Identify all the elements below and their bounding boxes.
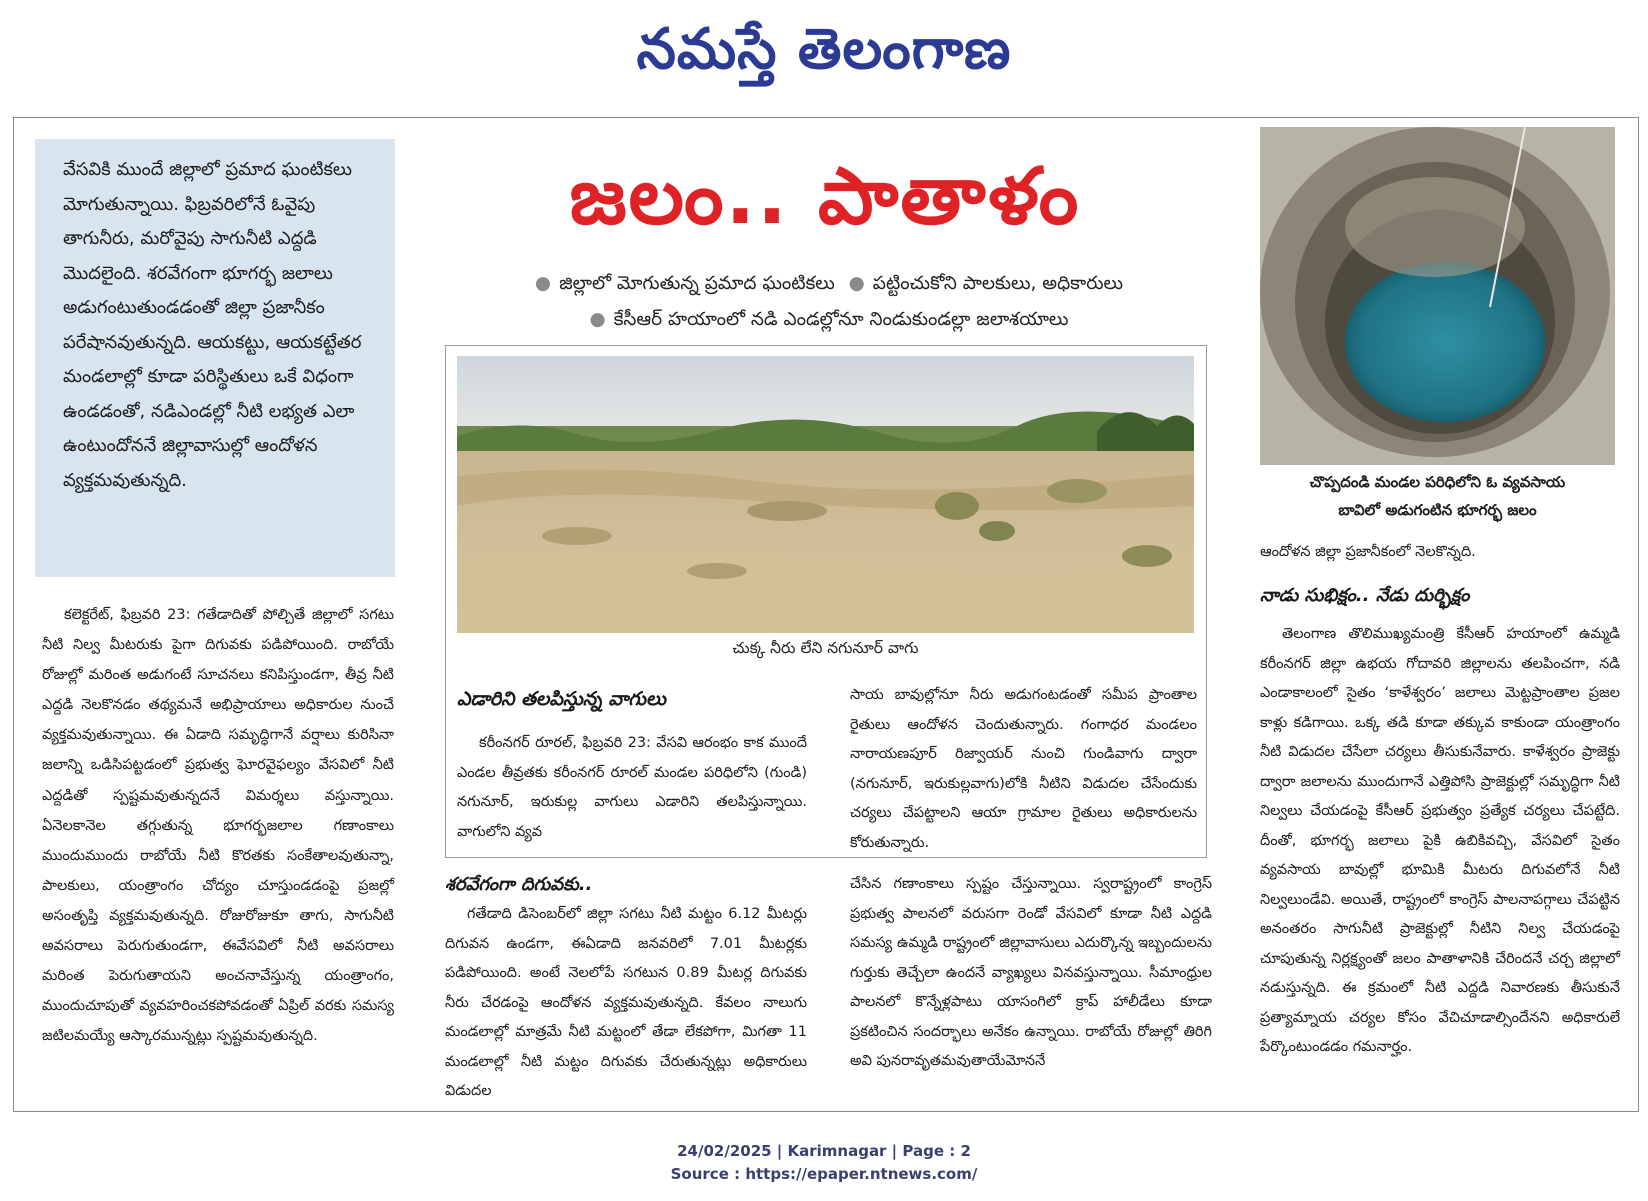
right-column [1260,620,1620,1063]
bottom-section-heading: శరవేగంగా దిగువకు.. [445,874,593,895]
center-photo-caption: చుక్క నీరు లేని నగునూర్ వాగు [732,639,919,657]
well-photo [1260,127,1615,465]
bottom-col-2 [850,870,1212,1077]
subheads [440,266,1210,338]
bottom-col-2-text: చేసిన గణాంకాలు స్పష్టం చేస్తున్నాయి. స్వరాష్ట్రంలో కాంగ్రెస్ ప్రభుత్వ పాలనలో వరుసగా రెండో వేసవిలో కూడా నీటి ఎద్దడి సమస్య ఉమ్మడి రాష్ట్రంలో జిల్లావాసులు ఎదుర్కొన్న ఇబ్బందులను గుర్తుకు తెచ్చేలా ఉందనే వ్యాఖ్యలు వినవస్తున్నాయి. సీమాంధ్రుల పాలనలో కొన్నేళ్లపాటు యాసంగిలో క్రాప్ హాలీడేలు కూడా ప్రకటించిన సందర్భాలు అనేకం ఉన్నాయి. రాబోయే రోజుల్లో తిరిగి అవి పునరావృతమవుతాయేమోననే [850,876,1212,1069]
subhead-2: కేసీఆర్ హయాంలో నడి ఎండల్లోనూ నిండుకుండల్లా జలాశయాలు [613,309,1069,330]
well-photo-caption [1260,468,1615,524]
right-column-text: తెలంగాణ తొలిముఖ్యమంత్రి కేసీఆర్ హయాంలో ఉమ్మడి కరీంనగర్ జిల్లా ఉభయ గోదావరి జిల్లాలను తలపించగా, నడి ఎండాకాలంలో సైతం ‘కాళేశ్వరం’ జలాలు మెట్టప్రాంతాల ప్రజల కాళ్లు కడిగాయి. ఒక్క తడి కూడా తక్కువ కాకుండా యంత్రాంగం నీటి విడుదల చేసేలా చర్యలు తీసుకునేవారు. కాళేశ్వరం ప్రాజెక్టు ద్వారా జలాలను ముందుగానే ఎత్తిపోసి ప్రాజెక్టుల్లో సమృద్ధిగా నీటి నిల్వలు చేయడంపై కేసీఆర్ ప్రభుత్వం ప్రత్యేక చర్యలు చేపట్టేది. దీంతో, భూగర్భ జలాలు పైకి ఉబికివచ్చి, వేసవిలో సైతం వ్యవసాయ బావుల్లో భూమికి మీటరు దిగువలోనే నీటి నిల్వలుండేవి. అయితే, రాష్ట్రంలో కాంగ్రెస్ పాలనాపగ్గాలు చేపట్టిన అనంతరం సాగునీటి ప్రాజెక్టుల్లో నీటిని నిల్వ చేయడంపై చూపుతున్న నిర్లక్ష్యంతో జలం పాతాళానికి చేరిందనే చర్చ జిల్లాలో నడుస్తున్నది. ఈ క్రమంలో నీటి ఎద్దడి నివారణకు తీసుకునే ప్రత్యామ్నాయ చర్యల కోసం వేచిచూడాల్సిందేనని అధికారులే పేర్కొంటుండడం గమనార్హం. [1260,626,1620,1055]
bullet-icon: ● [589,309,606,330]
boxed-story-col-2-text: సాయ బావుల్లోనూ నీరు అడుగంటడంతో సమీప ప్రాంతాల రైతులు ఆందోళన చెందుతున్నారు. గంగాధర మండలం నారాయణపూర్ రిజ్వాయర్ నుంచి గుండివాగు ద్వారా (నగునూర్, ఇరుకుల్లవాగు)లోకి నీటిని విడుదల చేసేందుకు చర్యలు చేపట్టాలని ఆయా గ్రామాల రైతులు అధికారులను కోరుతున్నారు. [850,687,1197,851]
subhead-1b: పట్టించుకోని పాలకులు, అధికారులు [872,273,1124,294]
main-headline: జలం.. పాతాళం [569,152,1081,242]
boxed-story-col-1 [457,729,807,847]
well-caption-line-2: బావిలో అడుగంటిన భూగర్భ జలం [1338,501,1537,519]
boxed-story-col-2 [850,681,1197,858]
subhead-line-1 [440,266,1210,302]
well-illustration [1260,127,1615,465]
footer-line-1: 24/02/2025 | Karimnagar | Page : 2 [677,1142,971,1160]
left-column [42,600,394,1051]
footer-line-2: Source : https://epaper.ntnews.com/ [670,1165,978,1183]
bullet-icon: ● [848,273,865,294]
left-column-text: కలెక్టరేట్, ఫిబ్రవరి 23: గతేడాదితో పోల్చితే జిల్లాలో సగటు నీటి నిల్వ మీటరుకు పైగా దిగువకు పడిపోయింది. రాబోయే రోజుల్లో మరింత అడుగంటే సూచనలు కనిపిస్తుండగా, తీవ్ర నీటి ఎద్దడి నెలకొనడం తథ్యమనే అభిప్రాయాలు అధికారుల నుంచే వ్యక్తమవుతున్నాయి. ఈ ఏడాది సమృద్ధిగానే వర్షాలు కురిసినా జలాన్ని ఒడిసిపట్టడంలో ప్రభుత్వ ఘోరవైఫల్యం వేసవిలో నీటి ఎద్దడితో స్పష్టమవుతున్నదనే విమర్శలు వస్తున్నాయి. ఏనెలకానెల తగ్గుతున్న భూగర్భజలాల గణాంకాలు ముందుముందు రాబోయే నీటి కొరతకు సంకేతాలవుతున్నా, పాలకులు, యంత్రాంగం చోద్యం చూస్తుండడంపై ప్రజల్లో అసంతృప్తి వ్యక్తమవుతున్నది. రోజురోజుకూ తాగు, సాగునీటి అవసరాలు పెరుగుతుండగా, ఈవేసవిలో నీటి అవసరాలు మరింత పెరుగుతాయని అంచనావేస్తున్న యంత్రాంగం, ముందుచూపుతో వ్యవహరించకపోవడంతో ఏప్రిల్ వరకు సమస్య జటిలమయ్యే ఆస్కారమున్నట్లు స్పష్టమవుతున్నది. [42,607,394,1045]
dry-stream-photo [457,356,1194,633]
boxed-story-col-1-text: కరీంనగర్ రూరల్, ఫిబ్రవరి 23: వేసవి ఆరంభం కాక ముందే ఎండల తీవ్రతకు కరీంనగర్ రూరల్ మండల పరిధిలోని (గుండి) నగునూర్, ఇరుకుల్ల వాగులు ఎడారిని తలపిస్తున్నాయి. వాగులోని వ్యవ [457,735,807,840]
subhead-line-2 [440,302,1210,338]
page-footer [0,1140,1648,1186]
right-column-intro [1260,537,1620,567]
bullet-icon: ● [534,273,552,294]
masthead-title: నమస్తే తెలంగాణ [636,16,1012,82]
right-column-intro-text: ఆందోళన జిల్లా ప్రజానీకంలో నెలకొన్నది. [1260,544,1476,560]
newspaper-masthead [0,8,1648,90]
right-column-heading: నాడు సుభిక్షం.. నేడు దుర్భిక్షం [1260,585,1470,606]
boxed-story-heading: ఎడారిని తలపిస్తున్న వాగులు [457,688,666,710]
bottom-col-1-text: గతేడాది డిసెంబర్‌లో జిల్లా సగటు నీటి మట్టం 6.12 మీటర్లు దిగువన ఉండగా, ఈఏడాది జనవరిలో 7.01 మీటర్లకు పడిపోయింది. అంటే నెలలోపే సగటున 0.89 మీటర్ల దిగువకు నీరు చేరడంపై ఆందోళన వ్యక్తమవుతున్నది. కేవలం నాలుగు మండలాల్లో మాత్రమే నీటి మట్టంలో తేడా లేకపోగా, మిగతా 11 మండలాల్లో నీటి మట్టం దిగువకు చేరుతున్నట్లు అధికారులు విడుదల [445,906,807,1099]
well-caption-line-1: చొప్పదండి మండల పరిధిలోని ఓ వ్యవసాయ [1309,473,1566,491]
dry-stream-illustration [457,356,1194,633]
bottom-col-1 [445,900,807,1107]
summary-box [35,139,395,577]
summary-text: వేసవికి ముందే జిల్లాలో ప్రమాద ఘంటికలు మోగుతున్నాయి. ఫిబ్రవరిలోనే ఓవైపు తాగునీరు, మరోవైపు సాగునీటి ఎద్దడి మొదలైంది. శరవేగంగా భూగర్భ జలాలు అడుగంటుతుండడంతో జిల్లా ప్రజానీకం పరేషానవుతున్నది. ఆయకట్టు, ఆయకట్టేతర మండలాల్లో కూడా పరిస్థితులు ఒకే విధంగా ఉండడంతో, నడిఎండల్లో నీటి లభ్యత ఎలా ఉంటుందోననే జిల్లావాసుల్లో ఆందోళన వ్యక్తమవుతున్నది. [63,159,362,491]
subhead-1a: జిల్లాలో మోగుతున్న ప్రమాద ఘంటికలు [559,273,835,294]
